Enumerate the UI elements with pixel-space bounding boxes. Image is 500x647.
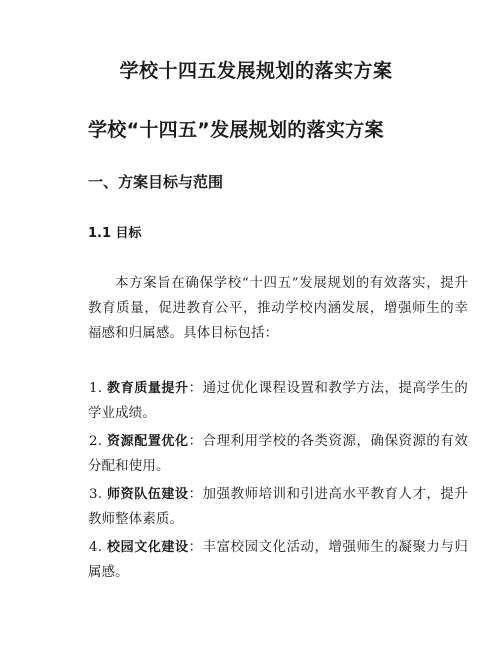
goal-text: 合理利用学校的各类资源，确保资源的有效分配和使用。 bbox=[88, 434, 469, 474]
goal-text: 通过优化课程设置和教学方法，提高学生的学业成绩。 bbox=[88, 381, 469, 421]
goal-number: 3. bbox=[89, 487, 103, 502]
goal-list-item bbox=[88, 376, 468, 426]
intro-paragraph: 本方案旨在确保学校“十四五”发展规划的有效落实，提升教育质量，促进教育公平，推动学校内涵发展，增强师生的幸福感和归属感。具体目标包括： bbox=[88, 276, 468, 341]
goal-lead: 教育质量提升 bbox=[107, 381, 189, 396]
goal-text: 丰富校园文化活动，增强师生的凝聚力与归属感。 bbox=[88, 540, 469, 580]
goal-lead: 资源配置优化 bbox=[107, 434, 189, 449]
subsection-heading: 1.1 目标 bbox=[88, 226, 142, 241]
document-subtitle: 学校“十四五”发展规划的落实方案 bbox=[88, 119, 384, 141]
goal-list-item bbox=[88, 429, 468, 479]
goal-lead: 校园文化建设 bbox=[107, 540, 189, 555]
goal-number: 1. bbox=[89, 381, 103, 396]
goal-separator: ： bbox=[188, 540, 203, 555]
goal-number: 4. bbox=[89, 540, 103, 555]
goal-separator: ： bbox=[188, 381, 203, 396]
goal-list-item bbox=[88, 482, 468, 532]
goal-separator: ： bbox=[188, 434, 203, 449]
section-heading: 一、方案目标与范围 bbox=[88, 173, 224, 191]
goal-lead: 师资队伍建设 bbox=[107, 487, 189, 502]
goal-text: 加强教师培训和引进高水平教育人才，提升教师整体素质。 bbox=[88, 487, 469, 527]
goal-separator: ： bbox=[188, 487, 203, 502]
goal-list-item bbox=[88, 535, 468, 585]
document-title: 学校十四五发展规划的落实方案 bbox=[119, 60, 393, 82]
goal-number: 2. bbox=[89, 434, 103, 449]
